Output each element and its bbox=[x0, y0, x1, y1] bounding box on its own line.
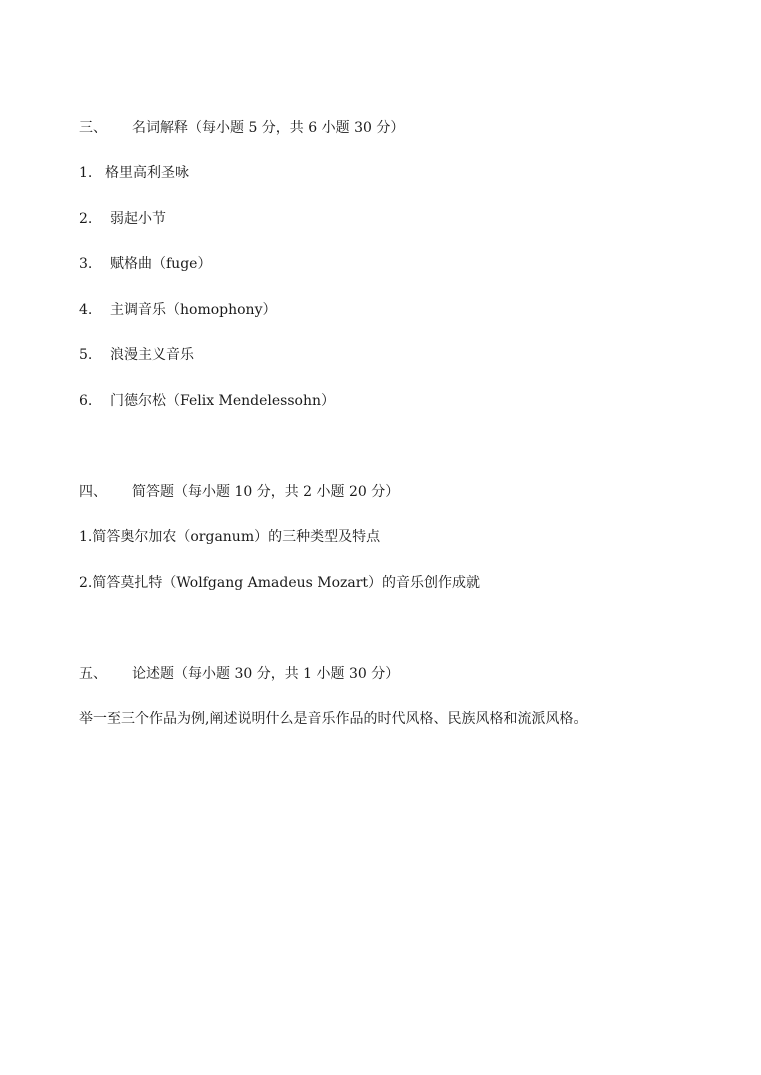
section3-item-number: 3. bbox=[79, 256, 93, 272]
section3-item bbox=[79, 164, 189, 182]
section5-title: 论述题（每小题 30 分，共 1 小题 30 分） bbox=[132, 666, 400, 682]
section3-item bbox=[79, 210, 166, 228]
section3-title: 名词解释（每小题 5 分，共 6 小题 30 分） bbox=[132, 120, 405, 136]
section3-item-number: 6. bbox=[79, 393, 93, 409]
section3-item-text: 赋格曲（fuge） bbox=[110, 256, 212, 272]
section3-item bbox=[79, 301, 276, 319]
section3-item-number: 4. bbox=[79, 302, 93, 318]
section3-item bbox=[79, 255, 211, 273]
section5-number: 五、 bbox=[79, 666, 107, 682]
section3-item-text: 格里高利圣咏 bbox=[105, 165, 189, 181]
section3-item-number: 2. bbox=[79, 211, 93, 227]
section3-item-text: 主调音乐（homophony） bbox=[110, 302, 277, 318]
section4-heading bbox=[79, 483, 399, 501]
section3-item-text: 弱起小节 bbox=[110, 211, 166, 227]
section3-item bbox=[79, 346, 194, 364]
section3-number: 三、 bbox=[79, 120, 107, 136]
section3-item-text: 门德尔松（Felix Mendelessohn） bbox=[110, 393, 336, 409]
section3-item bbox=[79, 392, 335, 410]
section3-heading bbox=[79, 119, 404, 137]
section3-item-text: 浪漫主义音乐 bbox=[110, 347, 194, 363]
section5-question: 举一至三个作品为例,阐述说明什么是音乐作品的时代风格、民族风格和流派风格。 bbox=[79, 711, 588, 727]
section4-number: 四、 bbox=[79, 484, 107, 500]
section3-item-number: 5. bbox=[79, 347, 93, 363]
section4-question: 1.简答奥尔加农（organum）的三种类型及特点 bbox=[79, 529, 381, 545]
section4-title: 简答题（每小题 10 分，共 2 小题 20 分） bbox=[132, 484, 400, 500]
section4-question: 2.简答莫扎特（Wolfgang Amadeus Mozart）的音乐创作成就 bbox=[79, 575, 481, 591]
section3-item-number: 1. bbox=[79, 165, 93, 181]
section5-heading bbox=[79, 665, 399, 683]
